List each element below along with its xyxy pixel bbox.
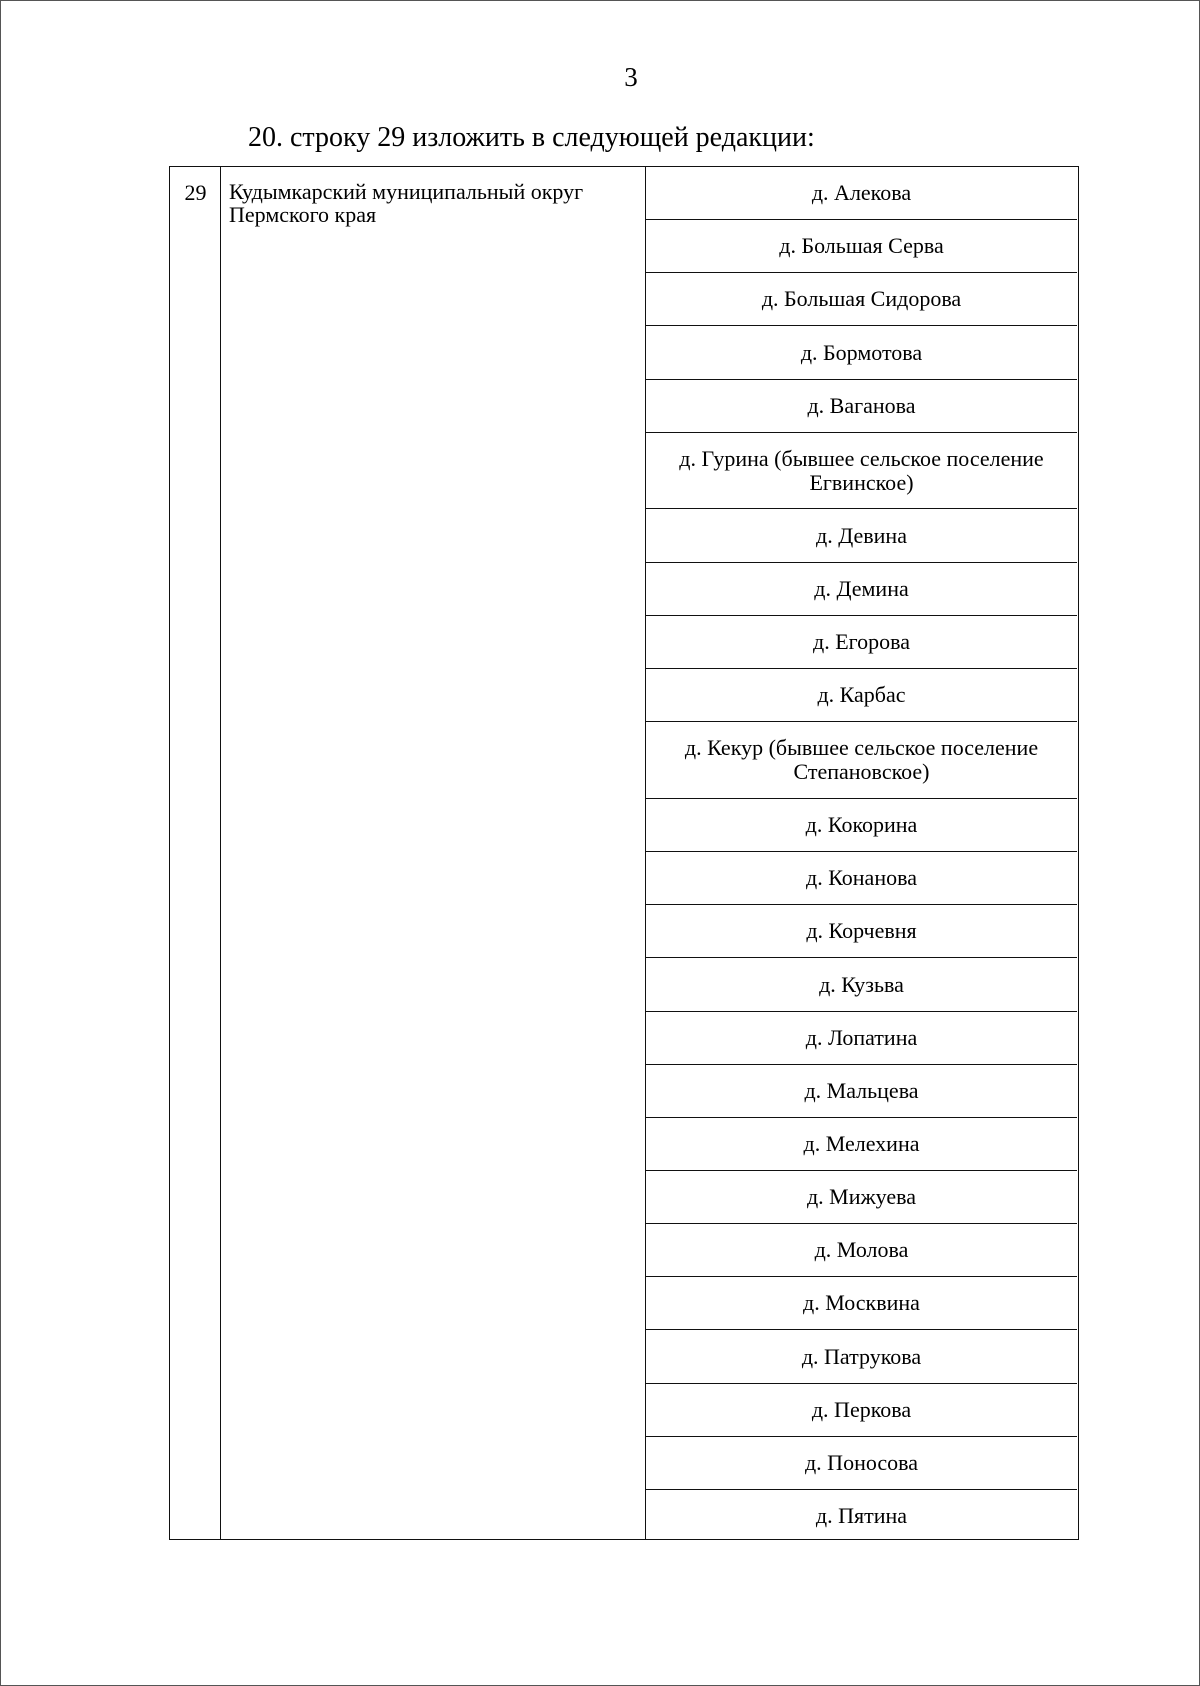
- place-cell: д. Поносова: [646, 1437, 1077, 1490]
- place-cell: д. Кузьва: [646, 958, 1077, 1012]
- place-cell: д. Большая Сидорова: [646, 273, 1077, 326]
- place-cell: д. Ваганова: [646, 380, 1077, 433]
- place-cell: д. Молова: [646, 1224, 1077, 1277]
- place-cell: д. Кокорина: [646, 799, 1077, 852]
- place-cell: д. Перкова: [646, 1384, 1077, 1437]
- place-cell: д. Конанова: [646, 852, 1077, 905]
- amendment-instruction: 20. строку 29 изложить в следующей редакции:: [248, 122, 815, 153]
- place-cell: д. Карбас: [646, 669, 1077, 722]
- district-cell: [221, 167, 646, 1539]
- place-cell: д. Кекур (бывшее сельское поселение Степановское): [646, 722, 1077, 799]
- row-number: 29: [184, 180, 207, 205]
- place-cell: д. Алекова: [646, 167, 1077, 220]
- place-cell: д. Мальцева: [646, 1065, 1077, 1118]
- place-cell: д. Лопатина: [646, 1012, 1077, 1065]
- district-name: Кудымкарский муниципальный округ Пермского края: [229, 179, 584, 227]
- place-cell: д. Патрукова: [646, 1330, 1077, 1384]
- place-cell: д. Гурина (бывшее сельское поселение Егвинское): [646, 433, 1077, 509]
- place-cell: д. Корчевня: [646, 905, 1077, 958]
- places-column: [646, 167, 1077, 1539]
- place-cell: д. Москвина: [646, 1277, 1077, 1330]
- row-number-cell: [170, 167, 221, 1539]
- place-cell: д. Большая Серва: [646, 220, 1077, 273]
- page-number: 3: [624, 62, 638, 92]
- place-cell: д. Пятина: [815, 1502, 908, 1528]
- place-cell: д. Мижуева: [646, 1171, 1077, 1224]
- place-cell: д. Егорова: [646, 616, 1077, 669]
- place-cell: д. Девина: [646, 509, 1077, 563]
- place-cell: д. Демина: [646, 563, 1077, 616]
- place-cell: д. Мелехина: [646, 1118, 1077, 1171]
- place-cell: д. Бормотова: [646, 326, 1077, 380]
- settlements-table: [169, 166, 1079, 1540]
